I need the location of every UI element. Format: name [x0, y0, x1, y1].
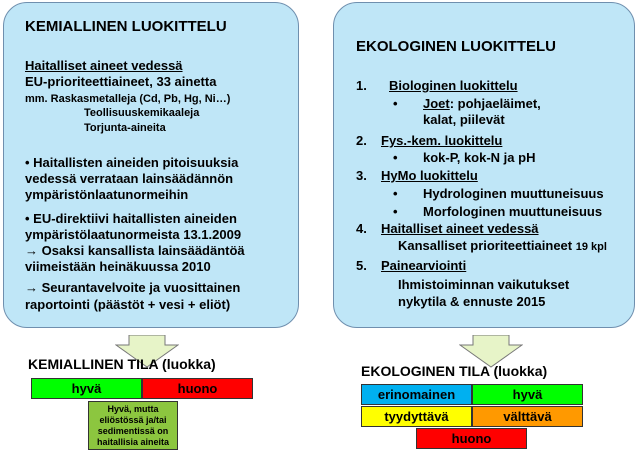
chemical-class-poor: huono	[142, 378, 253, 399]
ecological-state-title: EKOLOGINEN TILA (luokka)	[361, 363, 548, 379]
priority-count: 19 kpl	[575, 241, 607, 253]
pesticides-line: Torjunta-aineita	[84, 122, 166, 134]
item5-line2: nykytila & ennuste 2015	[398, 294, 546, 309]
harmful-substances-heading: Haitalliset aineet vedessä	[25, 58, 183, 73]
item2-sub1: kok-P, kok-N ja pH	[423, 150, 536, 165]
bullet2-line2: ympäristölaatunormeista 13.1.2009	[25, 227, 242, 242]
chemical-state-title: KEMIALLINEN TILA (luokka)	[28, 356, 216, 372]
bullet2-line1: • EU-direktiivi haitallisten aineiden	[25, 211, 237, 226]
bullet2-line4: viimeistään heinäkuussa 2010	[25, 259, 211, 274]
item3-number: 3.	[356, 168, 367, 183]
bullet1-line2: vedessä verrataan lainsäädännön	[25, 171, 234, 186]
national-priority-text: Kansalliset prioriteettiaineet	[398, 238, 573, 253]
ecological-class-excellent: erinomainen	[361, 384, 472, 405]
item2-number: 2.	[356, 133, 367, 148]
item5-title: Painearviointi	[381, 258, 467, 273]
item4-title: Haitalliset aineet vedessä	[381, 221, 539, 236]
bullet1-line3: ympäristönlaatunormeihin	[25, 187, 189, 202]
ecological-class-passable: välttävä	[472, 406, 583, 427]
item2-title: Fys.-kem. luokittelu	[381, 133, 503, 148]
item4-number: 4.	[356, 221, 367, 236]
item5-number: 5.	[356, 258, 367, 273]
eu-priority-line: EU-prioriteettiaineet, 33 ainetta	[25, 74, 217, 89]
chemical-class-good: hyvä	[31, 378, 142, 399]
bullet2-line3: → Osaksi kansallista lainsäädäntöä	[25, 243, 245, 258]
ecological-class-poor: huono	[416, 428, 527, 449]
item1-number: 1.	[356, 78, 367, 93]
bullet1-line1: • Haitallisten aineiden pitoisuuksia	[25, 155, 239, 170]
item5-line1: Ihmistoiminnan vaikutukset	[398, 277, 570, 292]
item1-sub2: kalat, piilevät	[423, 112, 505, 127]
item4-line	[398, 238, 607, 253]
bullet2-line6: raportointi (päästöt + vesi + eliöt)	[25, 297, 231, 312]
ecological-class-satisfactory: tyydyttävä	[361, 406, 472, 427]
ecological-class-good: hyvä	[472, 384, 583, 405]
item3-sub1: Hydrologinen muuttuneisuus	[423, 186, 604, 201]
item1-sub1	[423, 96, 541, 111]
rivers-text: : pohjaeläimet,	[449, 96, 541, 111]
heavy-metals-line: mm. Raskasmetalleja (Cd, Pb, Hg, Ni…)	[25, 93, 231, 105]
ecological-classification-title: EKOLOGINEN LUOKITTELU	[356, 38, 556, 55]
item3-sub2: Morfologinen muuttuneisuus	[423, 204, 603, 219]
chemical-good-note: Hyvä, mutta eliöstössä ja/tai sedimentissä on haitallisia aineita	[88, 401, 178, 450]
item3-title: HyMo luokittelu	[381, 168, 478, 183]
bullet2-line5: → Seurantavelvoite ja vuosittainen	[25, 280, 241, 295]
industrial-chemicals-line: Teollisuuskemikaaleja	[84, 107, 200, 119]
item1-bullet: •	[393, 96, 398, 111]
item2-bullet: •	[393, 150, 398, 165]
item3-bullet2: •	[393, 204, 398, 219]
chemical-classification-title: KEMIALLINEN LUOKITTELU	[25, 18, 227, 35]
rivers-label: Joet	[423, 96, 450, 111]
item1-title: Biologinen luokittelu	[389, 78, 518, 93]
item3-bullet1: •	[393, 186, 398, 201]
